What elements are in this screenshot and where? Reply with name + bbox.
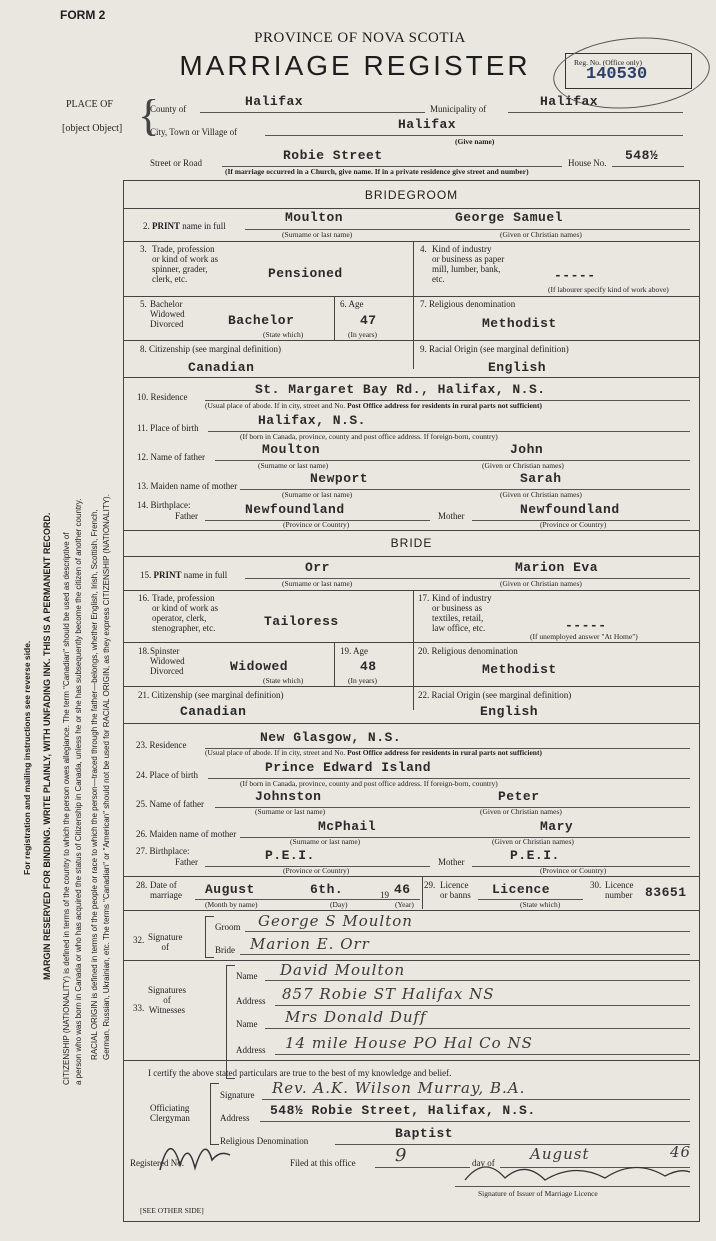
bride-religion: Methodist [482, 662, 557, 677]
bride-father-given: Peter [498, 789, 540, 804]
bride-father-surname: Johnston [255, 789, 322, 804]
register-title: MARRIAGE REGISTER [179, 50, 531, 81]
city-label: City, Town or Village of [150, 127, 238, 137]
filed-month: August [530, 1145, 590, 1163]
clergyman-signature: Rev. A.K. Wilson Murray, B.A. [272, 1079, 526, 1097]
marriage-label: [object Object] [62, 123, 123, 134]
citizenship-definition-2: a person who was born in Canada or who has acquired the status of Citizenship in Canada, unless he or she has subsequently become the citizen of another country. [74, 498, 83, 1085]
bride-surname: Orr [305, 560, 330, 575]
racial-origin-definition-1: RACIAL ORIGIN is defined in terms of the people or race to which the person—traced through the father—belongs, whether English, Irish, Scottish, French, [90, 509, 99, 1060]
county-value: Halifax [245, 94, 304, 109]
groom-religion: Methodist [482, 316, 557, 331]
street-value: Robie Street [283, 148, 383, 163]
street-label: Street or Road [150, 158, 202, 168]
reg-no-label: Reg. No. (Office only) [574, 58, 642, 67]
groom-industry: ----- [554, 268, 596, 283]
bride-age: 48 [360, 659, 377, 674]
municipality-label: Municipality of [430, 104, 487, 114]
reg-no-value: 140530 [586, 65, 648, 84]
bride-racial: English [480, 704, 539, 719]
groom-given: George Samuel [455, 210, 563, 225]
house-value: 548½ [625, 148, 659, 163]
groom-racial: English [488, 360, 547, 375]
witness1-name: David Moulton [280, 961, 406, 979]
street-note: (If marriage occurred in a Church, give name. If in a private residence give street and number) [225, 167, 529, 176]
bride-given: Marion Eva [515, 560, 599, 575]
bride-mother-surname: McPhail [318, 819, 377, 834]
marriage-year: 46 [394, 882, 411, 897]
bride-status: Widowed [230, 659, 289, 674]
groom-residence: St. Margaret Bay Rd., Halifax, N.S. [255, 382, 546, 397]
bride-mother-given: Mary [540, 819, 574, 834]
bride-citizenship: Canadian [180, 704, 247, 719]
give-name-note: (Give name) [455, 137, 495, 146]
place-of-label: PLACE OF [66, 99, 113, 110]
city-value: Halifax [398, 117, 457, 132]
groom-surname: Moulton [285, 210, 344, 225]
groom-age: 47 [360, 313, 377, 328]
filed-year: 46 [670, 1143, 692, 1161]
bride-trade: Tailoress [264, 614, 339, 629]
filed-day: 9 [395, 1145, 408, 1166]
groom-birth-place: Halifax, N.S. [258, 413, 366, 428]
registration-instructions-note: For registration and mailing instructions see reverse side. [22, 640, 32, 875]
bride-industry: ----- [565, 618, 607, 633]
groom-father-given: John [510, 442, 544, 457]
issuer-signature-scribble [455, 1150, 695, 1190]
form-frame [123, 180, 700, 1222]
bridegroom-heading: BRIDEGROOM [364, 188, 459, 202]
groom-status: Bachelor [228, 313, 295, 328]
licence-type: Licence [492, 882, 551, 897]
groom-mother-birthplace: Newfoundland [520, 502, 620, 517]
bride-birth-place: Prince Edward Island [265, 760, 432, 775]
bride-signature: Marion E. Orr [250, 935, 370, 953]
province-heading: PROVINCE OF NOVA SCOTIA [254, 30, 466, 46]
bride-mother-birthplace: P.E.I. [510, 848, 560, 863]
groom-mother-surname: Newport [310, 471, 369, 486]
citizenship-definition-1: CITIZENSHIP (NATIONALITY) is defined in terms of the country to which the person owes allegiance. The term "Canadian" should be used as descriptive of [62, 532, 71, 1085]
bracket-brace: { [138, 91, 160, 140]
groom-citizenship: Canadian [188, 360, 255, 375]
see-other-side: [SEE OTHER SIDE] [140, 1206, 204, 1215]
groom-father-surname: Moulton [262, 442, 321, 457]
bride-heading: BRIDE [390, 536, 433, 550]
witness2-address: 14 mile House PO Hal Co NS [285, 1034, 533, 1052]
house-label: House No. [568, 158, 607, 168]
racial-origin-definition-2: German, Russian, Ukrainian, etc. The terms "Canadian" or "American" should not be used for RACIAL ORIGIN, as they express CITIZENSHIP (NATIONALITY). [102, 494, 111, 1060]
groom-father-birthplace: Newfoundland [245, 502, 345, 517]
municipality-value: Halifax [540, 94, 599, 109]
marriage-day: 6th. [310, 882, 344, 897]
clergy-address: 548½ Robie Street, Halifax, N.S. [270, 1103, 536, 1118]
witness1-address: 857 Robie ST Halifax NS [282, 985, 495, 1003]
bride-father-birthplace: P.E.I. [265, 848, 315, 863]
registrar-initials-scribble [150, 1120, 240, 1190]
form-number: FORM 2 [60, 8, 106, 22]
clergy-denomination: Baptist [395, 1126, 454, 1141]
marriage-month: August [205, 882, 255, 897]
groom-trade: Pensioned [268, 266, 343, 281]
bride-residence: New Glasgow, N.S. [260, 730, 402, 745]
groom-mother-given: Sarah [520, 471, 562, 486]
certify-statement: I certify the above stated particulars are true to the best of my knowledge and belief. [148, 1068, 452, 1078]
county-label: County of [150, 104, 187, 114]
groom-signature: George S Moulton [258, 912, 413, 930]
margin-reserved-note: MARGIN RESERVED FOR BINDING. WRITE PLAINLY, WITH UNFADING INK. THIS IS A PERMANENT RECORD. [42, 512, 52, 980]
witness2-name: Mrs Donald Duff [285, 1008, 427, 1026]
licence-number: 83651 [645, 885, 687, 900]
